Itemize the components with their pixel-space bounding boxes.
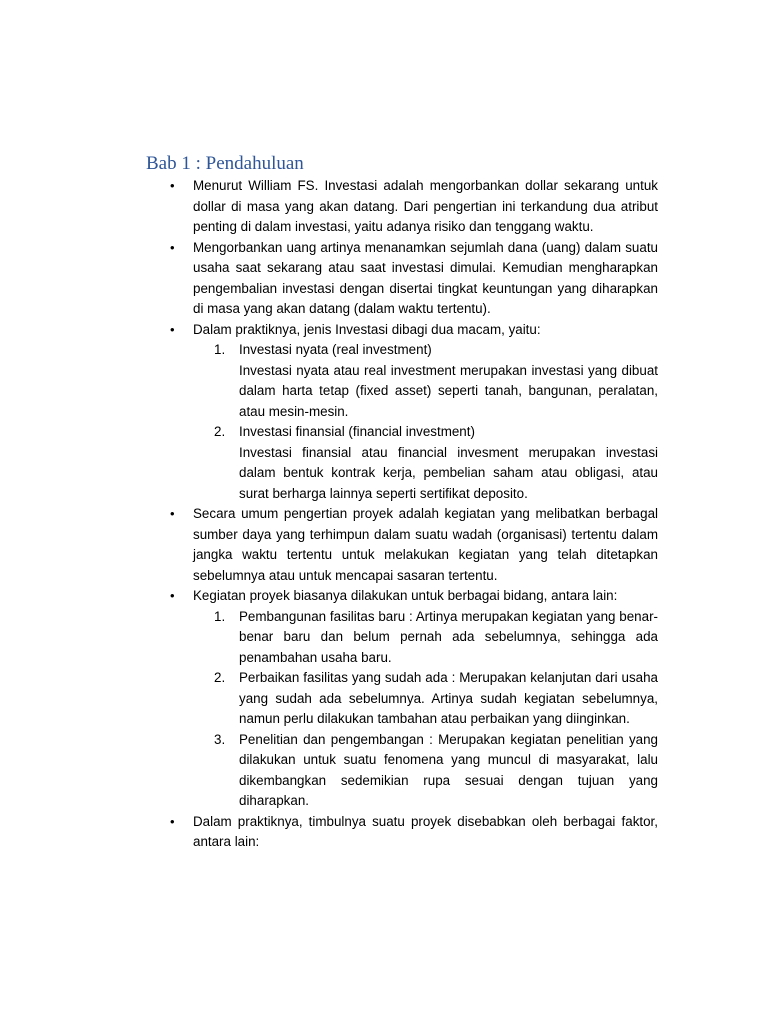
chapter-heading: Bab 1 : Pendahuluan bbox=[146, 153, 304, 174]
item-title: Investasi finansial (financial investment) bbox=[239, 424, 475, 439]
item-number: 3. bbox=[214, 731, 226, 747]
bullet-text: Secara umum pengertian proyek adalah kegiatan yang melibatkan berbagal sumber daya yang terhimpun dalam suatu wadah (organisasi) tertentu dalam jangka waktu tertentu untuk melakukan kegiatan yang telah ditetapkan sebelumnya atau untuk mencapai sasaran tertentu. bbox=[193, 506, 658, 583]
bullet-text: Mengorbankan uang artinya menanamkan sejumlah dana (uang) dalam suatu usaha saat sekarang atau saat investasi dimulai. Kemudian mengharapkan pengembalian investasi dengan disertai tingkat keuntungan yang diharapkan di masa yang akan datang (dalam waktu tertentu). bbox=[193, 239, 658, 316]
bullet-item bbox=[0, 504, 768, 586]
numbered-item bbox=[0, 730, 658, 812]
bullet-item bbox=[0, 320, 768, 505]
item-description: Investasi finansial atau financial invesment merupakan investasi dalam bentuk kontrak kerja, pembelian saham atau obligasi, atau surat berharga lainnya seperti sertifikat deposito. bbox=[239, 444, 658, 501]
numbered-list bbox=[0, 340, 658, 504]
bullet-icon: • bbox=[170, 813, 175, 829]
item-description: Pembangunan fasilitas baru : Artinya merupakan kegiatan yang benar-benar baru dan belum pernah ada sebelumnya, sehingga ada penambahan usaha baru. bbox=[239, 608, 658, 665]
bullet-item bbox=[0, 176, 768, 238]
numbered-item bbox=[0, 607, 658, 669]
item-number: 2. bbox=[214, 424, 226, 439]
bullet-list bbox=[0, 176, 768, 853]
bullet-item bbox=[0, 812, 768, 853]
item-description: Investasi nyata atau real investment merupakan investasi yang dibuat dalam harta tetap (fixed asset) seperti tanah, bangunan, peralatan, atau mesin-mesin. bbox=[239, 362, 658, 419]
bullet-text: Kegiatan proyek biasanya dilakukan untuk berbagai bidang, antara lain: bbox=[193, 588, 618, 603]
bullet-icon: • bbox=[170, 588, 175, 603]
bullet-item bbox=[0, 238, 768, 320]
numbered-item bbox=[0, 422, 658, 504]
item-number: 1. bbox=[214, 608, 226, 624]
numbered-list bbox=[0, 607, 658, 812]
item-number: 2. bbox=[214, 670, 226, 685]
item-number: 1. bbox=[214, 342, 226, 357]
bullet-item bbox=[0, 586, 768, 812]
bullet-text: Menurut William FS. Investasi adalah mengorbankan dollar sekarang untuk dollar di masa yang akan datang. Dari pengertian ini terkandung dua atribut penting di dalam investasi, yaitu adanya risiko dan tenggang waktu. bbox=[193, 178, 658, 234]
bullet-icon: • bbox=[170, 239, 175, 255]
numbered-item bbox=[0, 668, 658, 730]
bullet-text: Dalam praktiknya, timbulnya suatu proyek disebabkan oleh berbagai faktor, antara lain: bbox=[193, 813, 658, 849]
bullet-icon: • bbox=[170, 178, 175, 193]
numbered-item bbox=[0, 340, 658, 422]
item-title: Investasi nyata (real investment) bbox=[239, 342, 432, 357]
item-description: Penelitian dan pengembangan : Merupakan kegiatan penelitian yang dilakukan untuk suatu fenomena yang muncul di masyarakat, lalu dikembangkan sedemikian rupa sesuai dengan tujuan yang diharapkan. bbox=[239, 731, 658, 808]
document-body bbox=[0, 176, 768, 853]
bullet-icon: • bbox=[170, 506, 175, 521]
bullet-icon: • bbox=[170, 321, 175, 337]
bullet-text: Dalam praktiknya, jenis Investasi dibagi dua macam, yaitu: bbox=[193, 321, 541, 337]
item-description: Perbaikan fasilitas yang sudah ada : Merupakan kelanjutan dari usaha yang sudah ada sebelumnya. Artinya sudah kegiatan sebelumnya, namun perlu dilakukan tambahan atau perbaikan yang diinginkan. bbox=[239, 670, 658, 726]
